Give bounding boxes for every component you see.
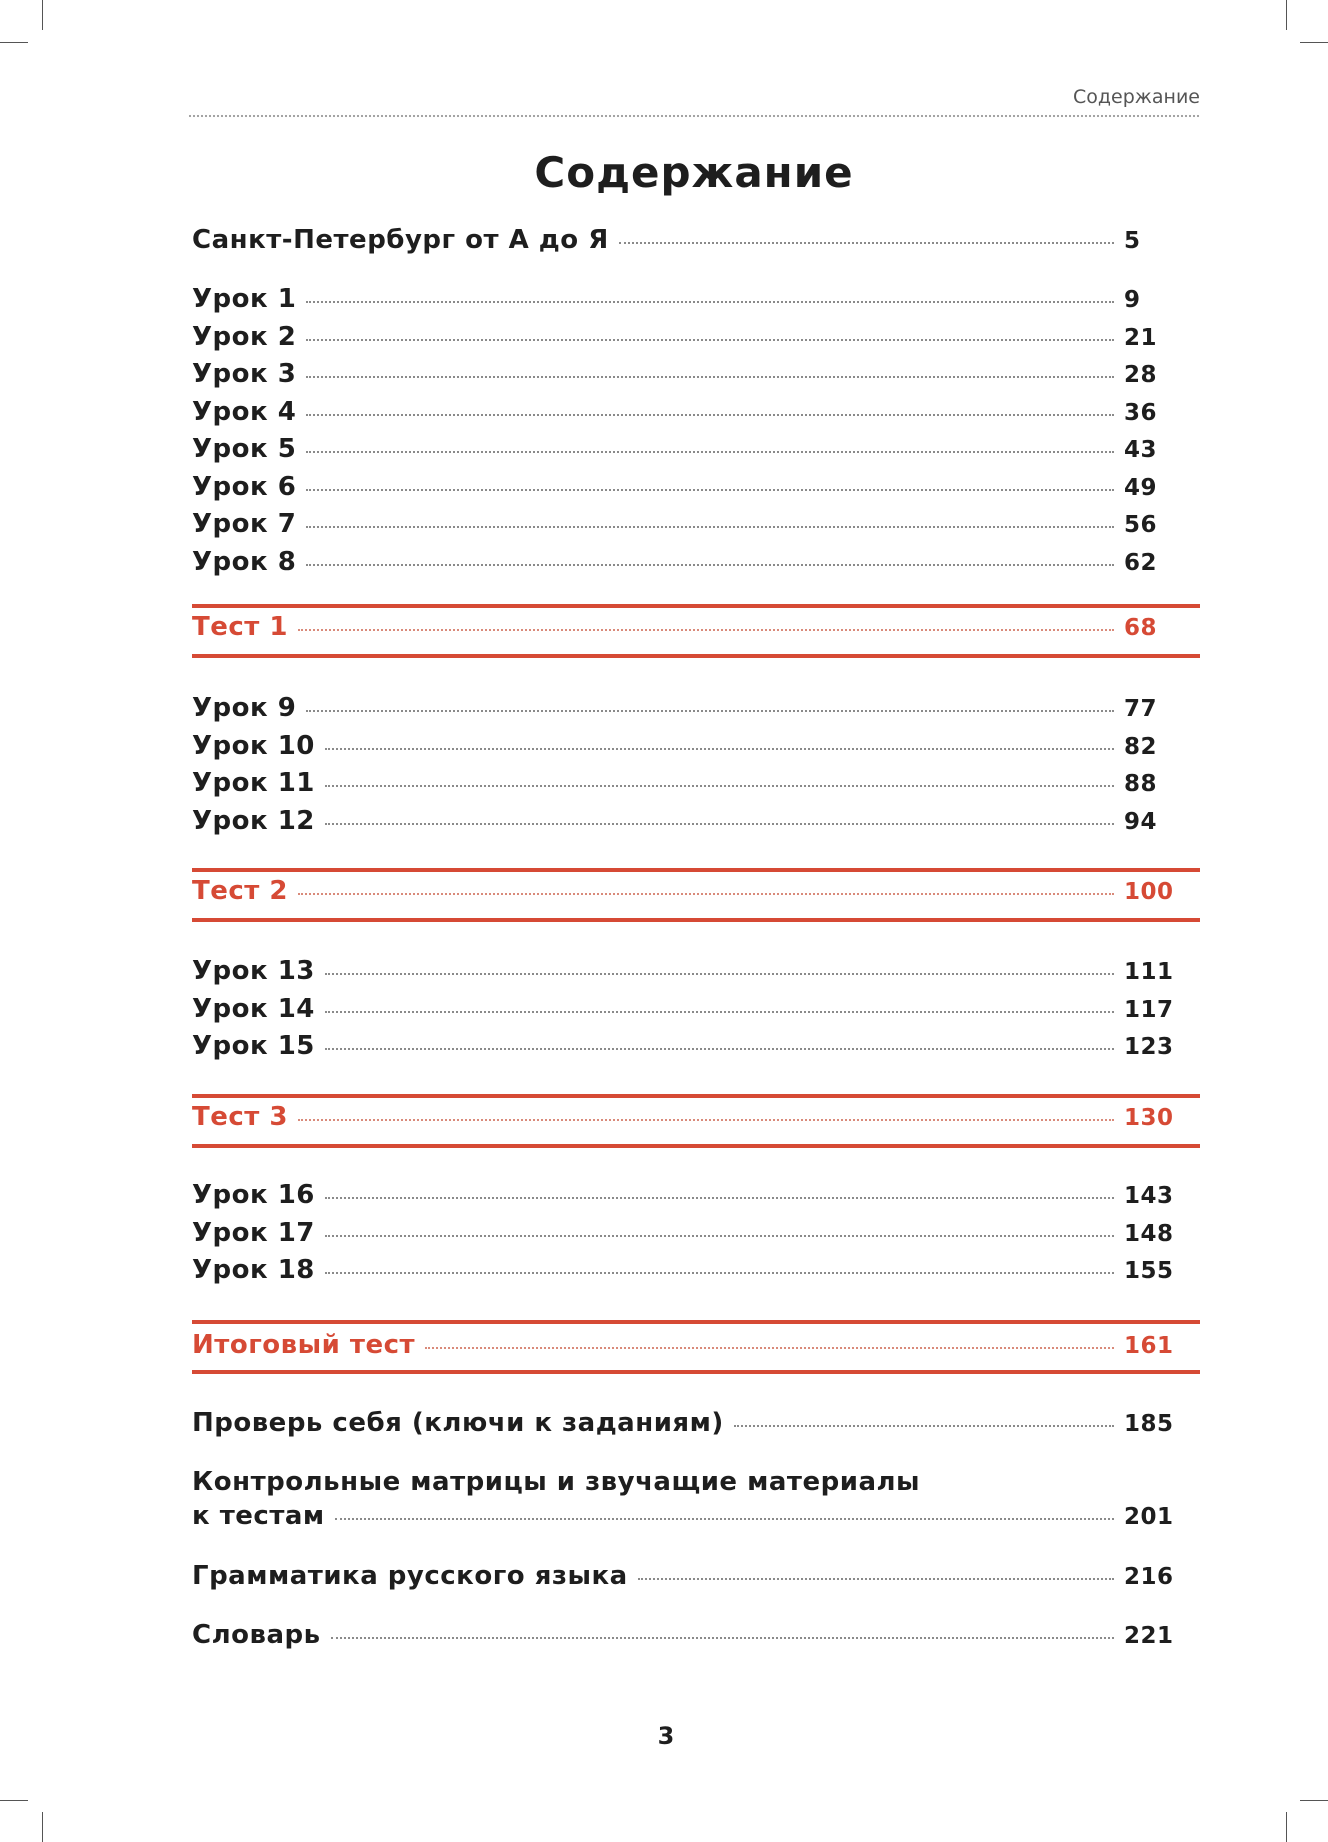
- toc-entry-label: Урок 17: [192, 1218, 315, 1248]
- dot-leader: [298, 629, 1114, 631]
- toc-entry-label: Урок 2: [192, 322, 297, 352]
- toc-entry-page: 123: [1124, 1034, 1174, 1060]
- toc-entry-lesson[interactable]: [192, 359, 1184, 389]
- toc-entry-label: Итоговый тест: [192, 1330, 416, 1360]
- crop-mark: [1286, 1812, 1287, 1842]
- toc-entry-label: Урок 6: [192, 472, 297, 502]
- dot-leader: [325, 1235, 1114, 1237]
- crop-mark: [1286, 0, 1287, 30]
- toc-entry-label: Урок 11: [192, 768, 315, 798]
- toc-entry-label: Тест 1: [192, 612, 288, 642]
- toc-entry-page: 130: [1124, 1105, 1174, 1131]
- section-rule: [192, 654, 1200, 658]
- crop-mark: [0, 42, 28, 43]
- toc-entry-label: Урок 8: [192, 547, 297, 577]
- toc-entry-lesson[interactable]: [192, 284, 1184, 314]
- dot-leader: [298, 893, 1114, 895]
- dot-leader: [325, 785, 1114, 787]
- dot-leader: [325, 1048, 1114, 1050]
- toc-entry-page: 5: [1124, 228, 1141, 254]
- toc-entry-label: Санкт-Петербург от А до Я: [192, 225, 609, 255]
- toc-entry-page: 77: [1124, 696, 1158, 722]
- section-rule: [192, 1320, 1200, 1324]
- toc-entry-page: 9: [1124, 287, 1141, 313]
- toc-entry-page: 148: [1124, 1221, 1174, 1247]
- toc-entry-keys[interactable]: [192, 1408, 1184, 1438]
- toc-entry-page: 117: [1124, 997, 1174, 1023]
- toc-entry-page: 28: [1124, 362, 1158, 388]
- section-rule: [192, 868, 1200, 872]
- toc-entry-lesson[interactable]: [192, 768, 1184, 798]
- section-rule: [192, 1370, 1200, 1374]
- dot-leader: [325, 748, 1114, 750]
- toc-entry-label: Грамматика русского языка: [192, 1561, 628, 1591]
- toc-entry-page: 62: [1124, 550, 1158, 576]
- section-rule: [192, 918, 1200, 922]
- toc-entry-page: 201: [1124, 1504, 1174, 1530]
- toc-entry-lesson[interactable]: [192, 806, 1184, 836]
- toc-entry-lesson[interactable]: [192, 693, 1184, 723]
- toc-entry-label: Урок 10: [192, 731, 315, 761]
- page-number: 3: [657, 1722, 675, 1750]
- toc-entry-page: 161: [1124, 1333, 1174, 1359]
- toc-entry-page: 185: [1124, 1411, 1174, 1437]
- toc-entry-page: 100: [1124, 879, 1174, 905]
- toc-entry-label: Проверь себя (ключи к заданиям): [192, 1408, 724, 1438]
- dot-leader: [306, 710, 1114, 712]
- toc-entry-page: 143: [1124, 1183, 1174, 1209]
- toc-entry-page: 155: [1124, 1258, 1174, 1284]
- toc-entry-lesson[interactable]: [192, 1255, 1184, 1285]
- toc-entry-matrices[interactable]: [192, 1501, 1184, 1531]
- toc-entry-intro[interactable]: [192, 225, 1184, 255]
- toc-entry-page: 82: [1124, 734, 1158, 760]
- toc-entry-label: Урок 15: [192, 1031, 315, 1061]
- toc-entry-label: к тестам: [192, 1501, 325, 1531]
- toc-entry-lesson[interactable]: [192, 322, 1184, 352]
- toc-entry-lesson[interactable]: [192, 956, 1184, 986]
- dot-leader: [306, 376, 1114, 378]
- toc-entry-label: Урок 12: [192, 806, 315, 836]
- toc-entry-page: 111: [1124, 959, 1174, 985]
- toc-entry-label: Урок 7: [192, 509, 297, 539]
- toc-entry-lesson[interactable]: [192, 1031, 1184, 1061]
- toc-entry-lesson[interactable]: [192, 509, 1184, 539]
- dot-leader: [425, 1347, 1114, 1349]
- dot-leader: [619, 242, 1114, 244]
- toc-entry-test[interactable]: [192, 612, 1184, 642]
- dot-leader: [306, 489, 1114, 491]
- toc-entry-label: Урок 14: [192, 994, 315, 1024]
- toc-entry-label: Тест 2: [192, 876, 288, 906]
- toc-entry-lesson[interactable]: [192, 472, 1184, 502]
- dot-leader: [306, 414, 1114, 416]
- toc-entry-lesson[interactable]: [192, 1218, 1184, 1248]
- toc-entry-page: 56: [1124, 512, 1158, 538]
- toc-entry-label: Урок 13: [192, 956, 315, 986]
- toc-entry-label: Урок 1: [192, 284, 297, 314]
- toc-entry-label: Урок 5: [192, 434, 297, 464]
- dot-leader: [335, 1518, 1114, 1520]
- dot-leader: [306, 451, 1114, 453]
- dot-leader: [331, 1637, 1114, 1639]
- page-title: Содержание: [534, 148, 854, 197]
- toc-entry-page: 36: [1124, 400, 1158, 426]
- dot-leader: [325, 823, 1114, 825]
- toc-entry-label: Урок 18: [192, 1255, 315, 1285]
- toc-entry-page: 88: [1124, 771, 1158, 797]
- toc-entry-label-line1: Контрольные матрицы и звучащие материалы: [192, 1467, 921, 1497]
- dot-leader: [325, 1011, 1114, 1013]
- crop-mark: [1300, 1800, 1328, 1801]
- toc-entry-lesson[interactable]: [192, 547, 1184, 577]
- toc-entry-label: Урок 9: [192, 693, 297, 723]
- toc-entry-page: 221: [1124, 1623, 1174, 1649]
- toc-entry-label: Урок 4: [192, 397, 297, 427]
- crop-mark: [0, 1800, 28, 1801]
- dot-leader: [298, 1119, 1114, 1121]
- toc-entry-final-test[interactable]: [192, 1330, 1184, 1360]
- section-rule: [192, 1094, 1200, 1098]
- dot-leader: [734, 1425, 1114, 1427]
- dot-leader: [306, 301, 1114, 303]
- toc-entry-label: Словарь: [192, 1620, 321, 1650]
- toc-entry-page: 68: [1124, 615, 1158, 641]
- toc-entry-grammar[interactable]: [192, 1561, 1184, 1591]
- section-rule: [192, 604, 1200, 608]
- dot-leader: [638, 1578, 1114, 1580]
- crop-mark: [42, 1812, 43, 1842]
- toc-entry-page: 49: [1124, 475, 1158, 501]
- dot-leader: [325, 973, 1114, 975]
- toc-entry-lesson[interactable]: [192, 434, 1184, 464]
- running-header: Содержание: [1073, 86, 1200, 108]
- toc-entry-label: Тест 3: [192, 1102, 288, 1132]
- dot-leader: [325, 1272, 1114, 1274]
- toc-entry-page: 94: [1124, 809, 1158, 835]
- toc-entry-test[interactable]: [192, 876, 1184, 906]
- dot-leader: [306, 339, 1114, 341]
- toc-entry-test[interactable]: [192, 1102, 1184, 1132]
- crop-mark: [1300, 42, 1328, 43]
- dot-leader: [306, 564, 1114, 566]
- toc-entry-lesson[interactable]: [192, 731, 1184, 761]
- section-rule: [192, 1144, 1200, 1148]
- dot-leader: [306, 526, 1114, 528]
- toc-entry-page: 21: [1124, 325, 1158, 351]
- toc-entry-lesson[interactable]: [192, 994, 1184, 1024]
- toc-entry-dictionary[interactable]: [192, 1620, 1184, 1650]
- toc-entry-label: Урок 16: [192, 1180, 315, 1210]
- toc-entry-lesson[interactable]: [192, 397, 1184, 427]
- crop-mark: [42, 0, 43, 30]
- header-rule: [188, 114, 1200, 118]
- toc-entry-lesson[interactable]: [192, 1180, 1184, 1210]
- dot-leader: [325, 1197, 1114, 1199]
- toc-entry-page: 43: [1124, 437, 1158, 463]
- toc-entry-page: 216: [1124, 1564, 1174, 1590]
- toc-entry-label: Урок 3: [192, 359, 297, 389]
